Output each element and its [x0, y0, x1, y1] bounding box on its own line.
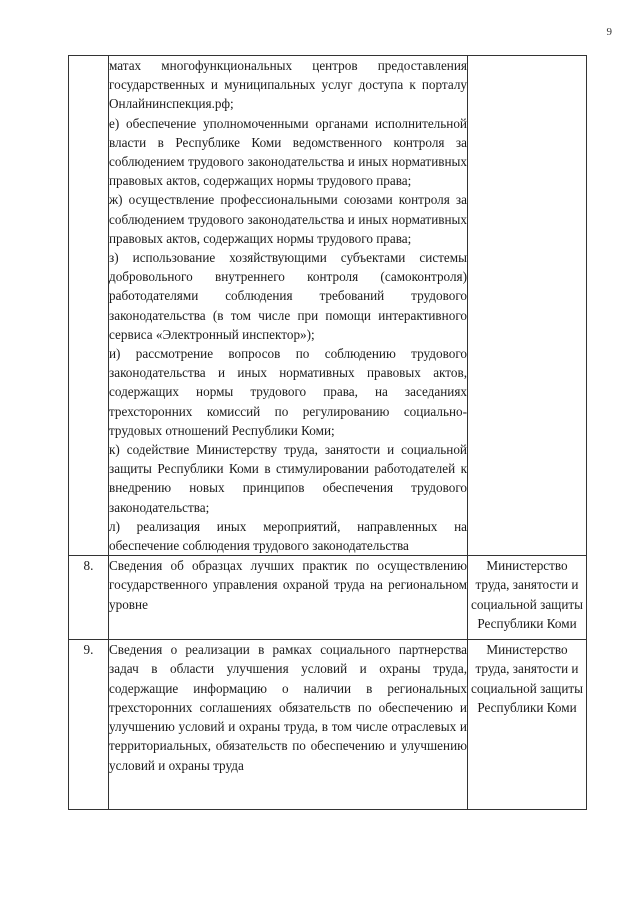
responsible-cell	[468, 56, 587, 556]
responsible-cell: Министерство труда, занятости и социальной защиты Республики Коми	[468, 556, 587, 640]
responsible-cell: Министерство труда, занятости и социальной защиты Республики Коми	[468, 640, 587, 810]
list-item: ж) осуществление профессиональными союзами контроля за соблюдением трудового законодательства и иных нормативных правовых актов, содержащих нормы трудового права;	[109, 192, 467, 246]
table-row-9	[69, 640, 587, 810]
row-number-cell: 9.	[69, 640, 109, 810]
row-text-cell: Сведения об образцах лучших практик по осуществлению государственного управления охраной труда на региональном уровне	[109, 556, 468, 640]
list-item: матах многофункциональных центров предоставления государственных и муниципальных услуг доступа к порталу Онлайнинспекция.рф;	[109, 58, 467, 112]
table-row-continuation	[69, 56, 587, 556]
row-text-cell: Сведения о реализации в рамках социального партнерства задач в области улучшения условий и охраны труда, содержащие информацию о наличии в региональных трехсторонних соглашениях обязательств по обеспечению и улучшению условий и охраны труда, в том числе отраслевых и территориальных, обязательств по обеспечению и улучшению условий и охраны труда	[109, 640, 468, 810]
table-row-8	[69, 556, 587, 640]
measures-table	[68, 55, 587, 810]
row-number-cell	[69, 56, 109, 556]
list-item: и) рассмотрение вопросов по соблюдению трудового законодательства и иных нормативных правовых актов, содержащих нормы трудового права, на заседаниях трехсторонних комиссий по регулированию социально-трудовых отношений Республики Коми;	[109, 346, 467, 438]
list-item: л) реализация иных мероприятий, направленных на обеспечение соблюдения трудового законодательства	[109, 518, 467, 554]
list-item: е) обеспечение уполномоченными органами исполнительной власти в Республике Коми ведомственного контроля за соблюдением трудового законодательства и иных нормативных правовых актов, содержащих нормы трудового права;	[109, 115, 467, 189]
row-text-cell	[109, 56, 468, 556]
list-item: з) использование хозяйствующими субъектами системы добровольного внутреннего контроля (самоконтроля) работодателями соблюдения требований трудового законодательства (в том числе при помощи интерактивного сервиса «Электронный инспектор»);	[109, 250, 467, 342]
page-number: 9	[606, 26, 612, 38]
row-number-cell: 8.	[69, 556, 109, 640]
list-item: к) содействие Министерству труда, занятости и социальной защиты Республики Коми в стимулировании работодателей к внедрению новых принципов обеспечения трудового законодательства;	[109, 442, 467, 515]
